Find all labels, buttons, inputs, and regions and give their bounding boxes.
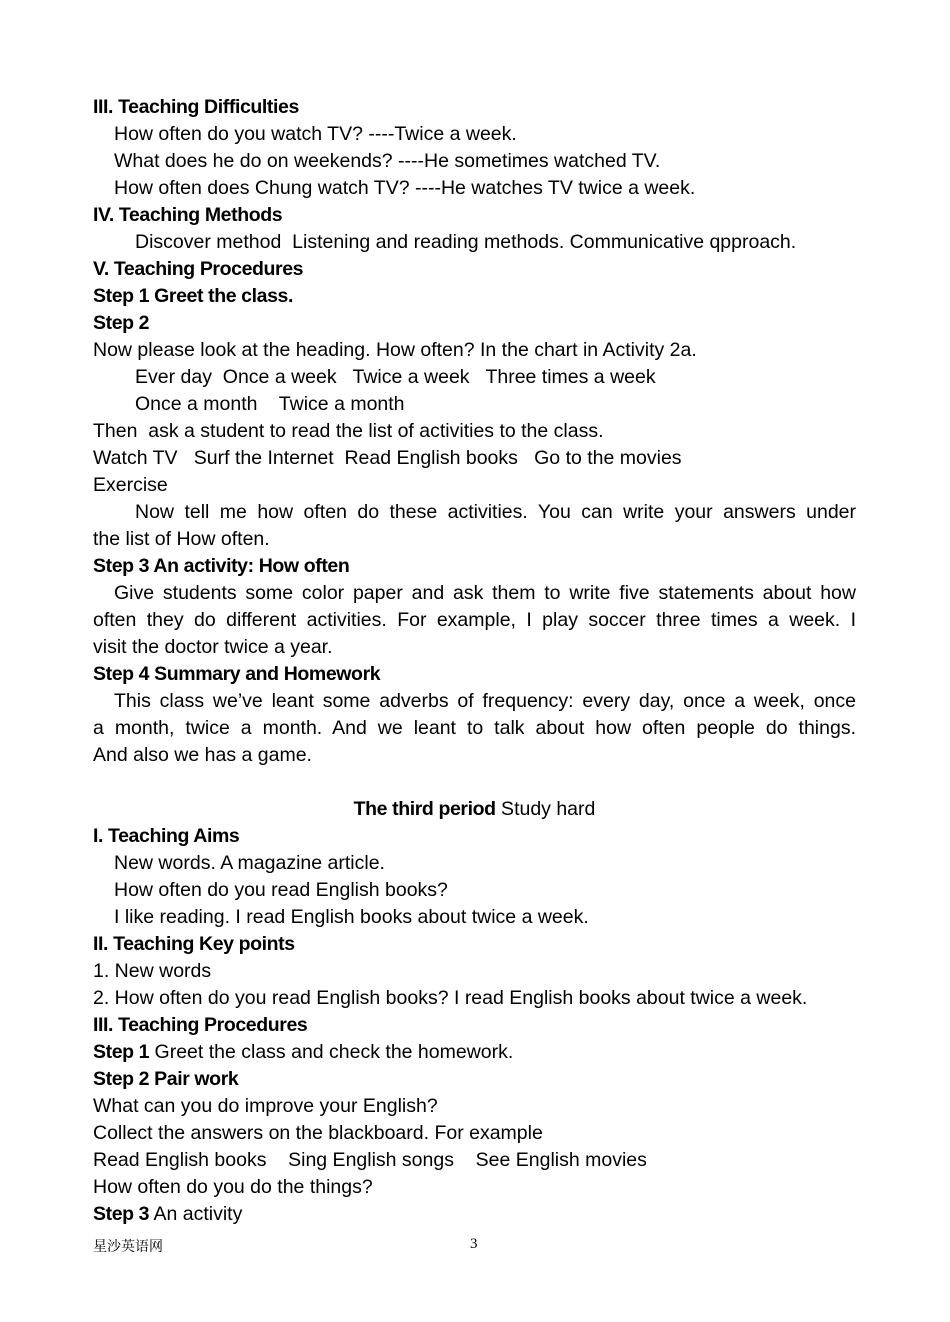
- step-2-pair-work-heading: Step 2 Pair work: [93, 1068, 239, 1090]
- difficulty-line: What does he do on weekends? ----He sometimes watched TV.: [114, 150, 661, 172]
- step-4-paragraph-line: This class we’ve leant some adverbs of frequency: every day, once a week, once: [114, 690, 856, 712]
- heading-teaching-difficulties: III. Teaching Difficulties: [93, 96, 299, 118]
- step-1-heading: Step 1 Greet the class.: [93, 285, 293, 307]
- key-point-line: 1. New words: [93, 960, 212, 982]
- step-4-paragraph-line: a month, twice a month. And we leant to talk about how often people do things.: [93, 717, 856, 739]
- document-body: [93, 94, 856, 1228]
- step-3-line: [93, 1201, 856, 1228]
- step-3-paragraph-line: often they do different activities. For example, I play soccer three times a week. I: [93, 609, 856, 631]
- aim-line: New words. A magazine article.: [114, 852, 385, 874]
- step-2-heading: Step 2: [93, 312, 150, 334]
- step-3-heading: Step 3 An activity: How often: [93, 555, 350, 577]
- step-1-label: Step 1: [93, 1041, 150, 1063]
- page-number: 3: [470, 1236, 478, 1252]
- heading-teaching-procedures: V. Teaching Procedures: [93, 258, 304, 280]
- exercise-paragraph-line: the list of How often.: [93, 528, 270, 550]
- heading-teaching-methods: IV. Teaching Methods: [93, 204, 283, 226]
- pair-work-line: What can you do improve your English?: [93, 1095, 438, 1117]
- activities-line: Watch TV Surf the Internet Read English books Go to the movies: [93, 447, 682, 469]
- difficulty-line: How often do you watch TV? ----Twice a week.: [114, 123, 517, 145]
- methods-line: Discover method Listening and reading methods. Communicative qpproach.: [135, 231, 797, 253]
- aim-line: How often do you read English books?: [114, 879, 448, 901]
- frequency-row: Ever day Once a week Twice a week Three times a week: [135, 366, 656, 388]
- third-period-title-rest: Study hard: [495, 798, 596, 820]
- step-3-label: Step 3: [93, 1203, 150, 1225]
- step-3-text: An activity: [149, 1203, 243, 1225]
- step-3-paragraph-line: Give students some color paper and ask them to write five statements about how: [114, 582, 856, 604]
- pair-work-line: How often do you do the things?: [93, 1176, 373, 1198]
- pair-work-line: Collect the answers on the blackboard. For example: [93, 1122, 543, 1144]
- exercise-paragraph-line: Now tell me how often do these activities. You can write your answers under: [135, 501, 856, 523]
- step-4-paragraph-line: And also we has a game.: [93, 744, 312, 766]
- step-1-line: [93, 1039, 856, 1066]
- third-period-title: [93, 796, 856, 823]
- step-2-text: Now please look at the heading. How often? In the chart in Activity 2a.: [93, 339, 697, 361]
- exercise-label: Exercise: [93, 474, 168, 496]
- heading-teaching-aims: I. Teaching Aims: [93, 825, 240, 847]
- footer-site-name: 星沙英语网: [93, 1239, 163, 1255]
- frequency-row: Once a month Twice a month: [135, 393, 405, 415]
- step-3-paragraph-line: visit the doctor twice a year.: [93, 636, 333, 658]
- step-4-heading: Step 4 Summary and Homework: [93, 663, 381, 685]
- third-period-title-bold: The third period: [353, 798, 496, 820]
- heading-key-points: II. Teaching Key points: [93, 933, 295, 955]
- examples-line: Read English books Sing English songs See English movies: [93, 1149, 647, 1171]
- blank-line: [93, 769, 856, 796]
- step-1-text: Greet the class and check the homework.: [149, 1041, 514, 1063]
- key-point-line: 2. How often do you read English books? I read English books about twice a week.: [93, 987, 808, 1009]
- difficulty-line: How often does Chung watch TV? ----He watches TV twice a week.: [114, 177, 696, 199]
- aim-line: I like reading. I read English books about twice a week.: [114, 906, 589, 928]
- heading-procedures: III. Teaching Procedures: [93, 1014, 308, 1036]
- then-line: Then ask a student to read the list of activities to the class.: [93, 420, 604, 442]
